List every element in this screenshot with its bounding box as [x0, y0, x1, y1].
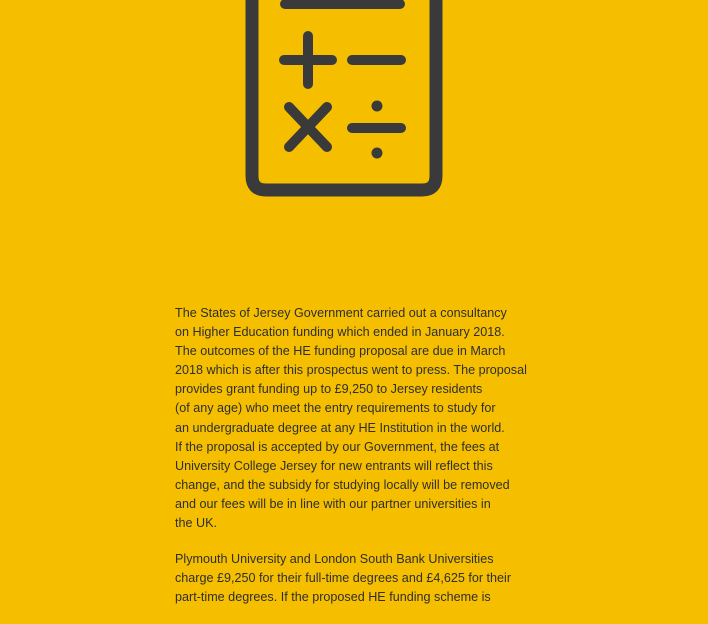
text-line: an undergraduate degree at any HE Institution in the world.: [175, 420, 505, 435]
plus-icon: [284, 36, 332, 84]
text-line: 2018 which is after this prospectus went to press. The proposal: [175, 363, 527, 378]
paragraph-hefunding: [175, 304, 555, 533]
text-line: the UK.: [175, 516, 217, 531]
text-line: (of any age) who meet the entry requirements to study for: [175, 401, 496, 416]
body-text: [175, 304, 555, 624]
calculator-icon: [0, 0, 708, 210]
text-line: change, and the subsidy for studying locally will be removed: [175, 477, 510, 492]
text-line: The States of Jersey Government carried out a consultancy: [175, 306, 507, 320]
text-line: part-time degrees. If the proposed HE funding scheme is: [175, 590, 491, 605]
calculator-body: [252, 0, 436, 190]
text-line: on Higher Education funding which ended in January 2018.: [175, 325, 505, 340]
text-line: and our fees will be in line with our partner universities in: [175, 496, 491, 511]
multiply-icon: [289, 107, 327, 147]
text-line: If the proposal is accepted by our Government, the fees at: [175, 439, 500, 454]
paragraph-fees: [175, 550, 555, 607]
text-line: charge £9,250 for their full-time degrees and £4,625 for their: [175, 571, 512, 586]
text-line: Plymouth University and London South Bank Universities: [175, 552, 494, 567]
text-line: provides grant funding up to £9,250 to Jersey residents: [175, 382, 483, 397]
text-line: The outcomes of the HE funding proposal are due in March: [175, 344, 506, 359]
text-line: University College Jersey for new entrants will reflect this: [175, 458, 493, 473]
